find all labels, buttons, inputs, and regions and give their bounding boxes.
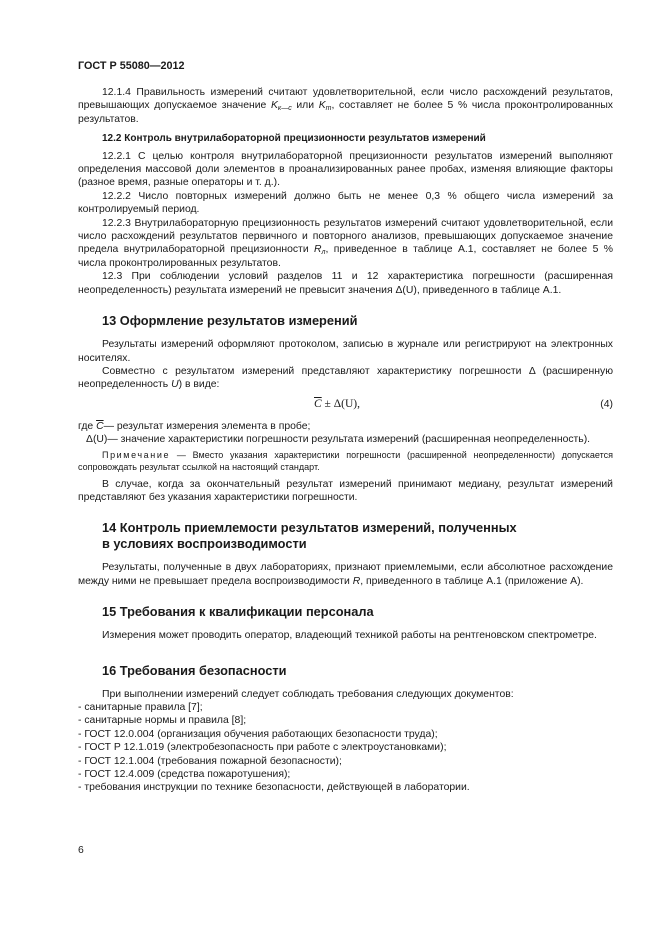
symbol-r-l: $R_л$ <box>314 244 326 257</box>
requirements-list <box>78 701 613 795</box>
paragraph-12-1-4: 12.1.4 Правильность измерений считают удовлетворительной, если число расхождений результатов, превышающих допускаемое значение $K_{к—с}$ или $K_т$, составляет не более 5 % числа проконтролированных результатов. <box>78 87 613 125</box>
section-13-paragraph-1: Результаты измерений оформляют протоколом, записью в журнале или регистрируют на электронных носителях. <box>78 339 613 364</box>
section-15-title: 15 Требования к квалификации персонала <box>102 604 374 620</box>
document-header: ГОСТ Р 55080—2012 <box>78 60 185 72</box>
section-15-paragraph: Измерения может проводить оператор, владеющий техникой работы на рентгеновском спектрометре. <box>102 630 597 642</box>
section-16-intro: При выполнении измерений следует соблюдать требования следующих документов: <box>102 688 514 700</box>
list-item: - ГОСТ 12.4.009 (средства пожаротушения); <box>78 769 291 780</box>
formula-expression: $\overline{C} \pm \Delta(U)$, <box>314 397 360 410</box>
list-item: - санитарные правила [7]; <box>78 701 203 713</box>
paragraph-12-3: 12.3 При соблюдении условий разделов 11 и 12 характеристика погрешности (расширенная неопределенность) результата измерений не превысит значения Δ(U), приведенного в таблице А.1. <box>78 271 613 296</box>
section-14-title: 14 Контроль приемлемости результатов измерений, полученных в условиях воспроизводимости <box>102 520 517 552</box>
section-13-paragraph-3: В случае, когда за окончательный результат измерений принимают медиану, результат измерений представляют без указания характеристики погрешности. <box>78 478 613 503</box>
paragraph-12-2-3: 12.2.3 Внутрилабораторную прецизионность результатов измерений считают удовлетворительной, если число расхождений результатов первичного и повторного анализов, превышающих допускаемое значение предела внутрилабораторной прецизионности $R_л$, приведенное в таблице А.1, составляет не более 5 % числа проконтролированных результатов. <box>78 217 613 269</box>
symbol-k-t: $K_т$ <box>318 100 332 113</box>
legend-row-delta: Δ(U) — значение характеристики погрешности результата измерений (расширенная неопределенность). <box>86 434 591 446</box>
note: Примечание — Вместо указания характеристики погрешности (расширенной неопределенности) допускается сопровождать результат ссылкой на настоящий стандарт. <box>78 449 613 472</box>
paragraph-12-2-2: 12.2.2 Число повторных измерений должно быть не менее 0,3 % общего числа измерений за контролируемый период. <box>78 190 613 216</box>
section-13-paragraph-2: Совместно с результатом измерений представляют характеристику погрешности Δ (расширенную неопределенность U) в виде: <box>78 365 613 391</box>
formula-number: (4) <box>600 398 613 410</box>
legend-row-c: где $\overline{C}$ — результат измерения элемента в пробе; <box>78 420 311 432</box>
document-body <box>78 86 613 795</box>
list-item: - ГОСТ 12.0.004 (организация обучения работающих безопасности труда); <box>78 728 438 740</box>
symbol-delta-u: Δ(U) <box>395 284 417 296</box>
symbol-k: $K_{к—с}$ <box>270 100 292 113</box>
list-item: - требования инструкции по технике безопасности, действующей в лаборатории. <box>78 782 470 794</box>
subsection-12-2-title: 12.2 Контроль внутрилабораторной прецизионности результатов измерений <box>102 133 486 145</box>
section-14-paragraph: Результаты, полученные в двух лабораториях, признают приемлемыми, если абсолютное расхождение между ними не превышает предела воспроизводимости R, приведенного в таблице А.1 (приложение А). <box>78 562 613 587</box>
section-13-title: 13 Оформление результатов измерений <box>102 313 358 329</box>
list-item: - санитарные нормы и правила [8]; <box>78 715 247 727</box>
page-number: 6 <box>78 845 84 856</box>
paragraph-12-2-1: 12.2.1 С целью контроля внутрилабораторной прецизионности результатов измерений выполняют определения массовой доли элементов в проанализированных ранее пробах, изменяя влияющие факторы (разное время, разные операторы и т. д.). <box>78 150 613 189</box>
list-item: - ГОСТ 12.1.004 (требования пожарной безопасности); <box>78 755 342 767</box>
list-item: - ГОСТ Р 12.1.019 (электробезопасность при работе с электроустановками); <box>78 742 447 754</box>
section-16-title: 16 Требования безопасности <box>102 662 287 678</box>
formula-legend <box>78 420 613 447</box>
note-label: Примечание <box>102 449 171 460</box>
formula-4 <box>78 396 613 418</box>
